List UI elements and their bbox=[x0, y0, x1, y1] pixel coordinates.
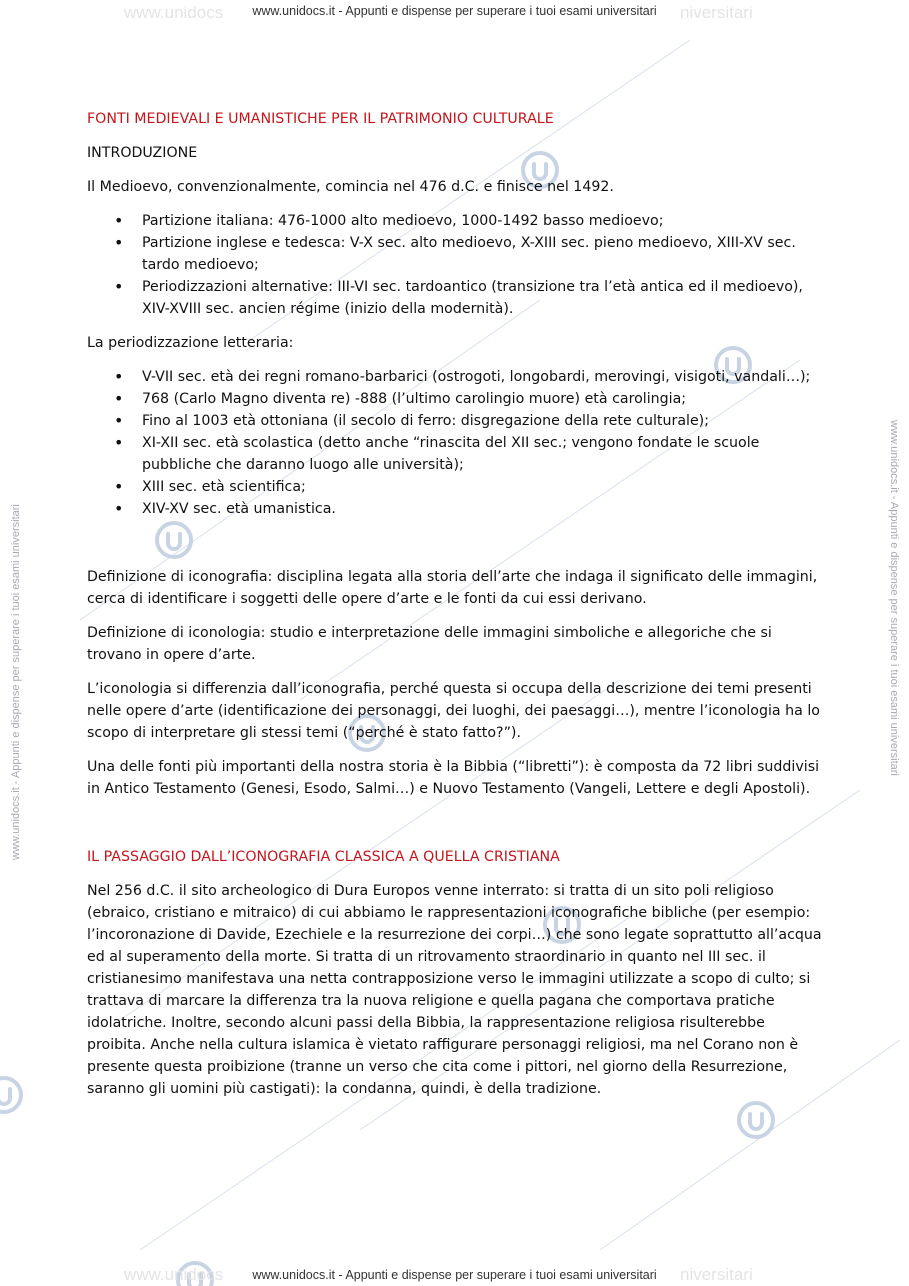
header-banner[interactable]: www.unidocs.it - Appunti e dispense per superare i tuoi esami universitari bbox=[252, 4, 657, 18]
iconography-definition: Definizione di iconografia: disciplina legata alla storia dell’arte che indaga il significato delle immagini, cerca di identificare i soggetti delle opere d’arte e le fonti da cui essi derivano. bbox=[87, 569, 818, 607]
list-item: • XIII sec. età scientifica; bbox=[142, 476, 822, 498]
footer-banner[interactable]: www.unidocs.it - Appunti e dispense per superare i tuoi esami universitari bbox=[252, 1268, 657, 1282]
section-title-fonti: FONTI MEDIEVALI E UMANISTICHE PER IL PATRIMONIO CULTURALE bbox=[87, 111, 554, 127]
header-ghost-right: niversitari bbox=[680, 3, 753, 22]
section-spacer bbox=[87, 532, 822, 566]
list-item: • Fino al 1003 età ottoniana (il secolo di ferro: disgregazione della rete culturale); bbox=[142, 410, 822, 432]
section-spacer bbox=[87, 812, 822, 846]
intro-heading: INTRODUZIONE bbox=[87, 145, 198, 161]
dura-europos-paragraph: Nel 256 d.C. il sito archeologico di Dura Europos venne interrato: si tratta di un sito poli religioso (ebraico, cristiano e mitraico) di cui abbiamo le rappresentazioni iconografiche bibliche (per esempio: l’incoronazione di Davide, Ezechiele e la resurrezione dei corpi…) che sono legate soprattutto all’acqua ed al superamento della morte. Si tratta di un ritrovamento straordinario in quanto nel III sec. il cristianesimo manifestava una netta contrapposizione verso le immagini utilizzate a scopo di culto; si trattava di marcare la differenza tra la nuova religione e quella pagana che comportava pratiche idolatriche. Inoltre, secondo alcuni passi della Bibbia, la rappresentazione religiosa risulterebbe proibita. Anche nella cultura islamica è vietato raffigurare personaggi religiosi, ma nel Corano non è presente questa proibizione (tranne un verso che cita come i pittori, nel giorno della Resurrezione, saranno gli uomini più castigati): la condanna, quindi, è della tradizione. bbox=[87, 883, 822, 1097]
document-body bbox=[87, 108, 822, 1112]
list-item: • V-VII sec. età dei regni romano-barbarici (ostrogoti, longobardi, merovingi, visigoti, vandali…); bbox=[142, 366, 822, 388]
list-item: • Partizione inglese e tedesca: V-X sec. alto medioevo, X-XIII sec. pieno medioevo, XIII-XV sec. tardo medioevo; bbox=[142, 232, 822, 276]
section-title-passaggio: IL PASSAGGIO DALL’ICONOGRAFIA CLASSICA A QUELLA CRISTIANA bbox=[87, 849, 560, 865]
list-item: • XIV-XV sec. età umanistica. bbox=[142, 498, 822, 520]
header-ghost-left: www.unidocs bbox=[124, 3, 224, 22]
side-banner-left: www.unidocs.it - Appunti e dispense per superare i tuoi esami universitari bbox=[10, 504, 22, 860]
literary-period-list bbox=[87, 366, 822, 520]
list-item: • Partizione italiana: 476-1000 alto medioevo, 1000-1492 basso medioevo; bbox=[142, 210, 822, 232]
list-item: • 768 (Carlo Magno diventa re) -888 (l’ultimo carolingio muore) età carolingia; bbox=[142, 388, 822, 410]
list-item: • XI-XII sec. età scolastica (detto anche “rinascita del XII sec.; vengono fondate le scuole pubbliche che daranno luogo alle università); bbox=[142, 432, 822, 476]
footer-ghost-left: www.unidocs bbox=[124, 1265, 224, 1284]
partition-list bbox=[87, 210, 822, 320]
intro-paragraph: Il Medioevo, convenzionalmente, comincia nel 476 d.C. e finisce nel 1492. bbox=[87, 179, 614, 195]
iconology-comparison: L’iconologia si differenzia dall’iconografia, perché questa si occupa della descrizione dei temi presenti nelle opere d’arte (identificazione dei personaggi, dei luoghi, dei paesaggi…), mentre l’iconologia ha lo scopo di interpretare gli stessi temi (“perché è stato fatto?”). bbox=[87, 681, 820, 741]
footer-ghost-right: niversitari bbox=[680, 1265, 753, 1284]
bible-paragraph: Una delle fonti più importanti della nostra storia è la Bibbia (“libretti”): è composta da 72 libri suddivisi in Antico Testamento (Genesi, Esodo, Salmi…) e Nuovo Testamento (Vangeli, Lettere e degli Apostoli). bbox=[87, 759, 820, 797]
iconology-definition: Definizione di iconologia: studio e interpretazione delle immagini simboliche e allegoriche che si trovano in opere d’arte. bbox=[87, 625, 772, 663]
watermark-logo-icon bbox=[0, 1078, 21, 1112]
literary-heading: La periodizzazione letteraria: bbox=[87, 335, 294, 351]
list-item: • Periodizzazioni alternative: III-VI sec. tardoantico (transizione tra l’età antica ed il medioevo), XIV-XVIII sec. ancien régime (inizio della modernità). bbox=[142, 276, 822, 320]
side-banner-right: www.unidocs.it - Appunti e dispense per superare i tuoi esami universitari bbox=[888, 420, 900, 776]
